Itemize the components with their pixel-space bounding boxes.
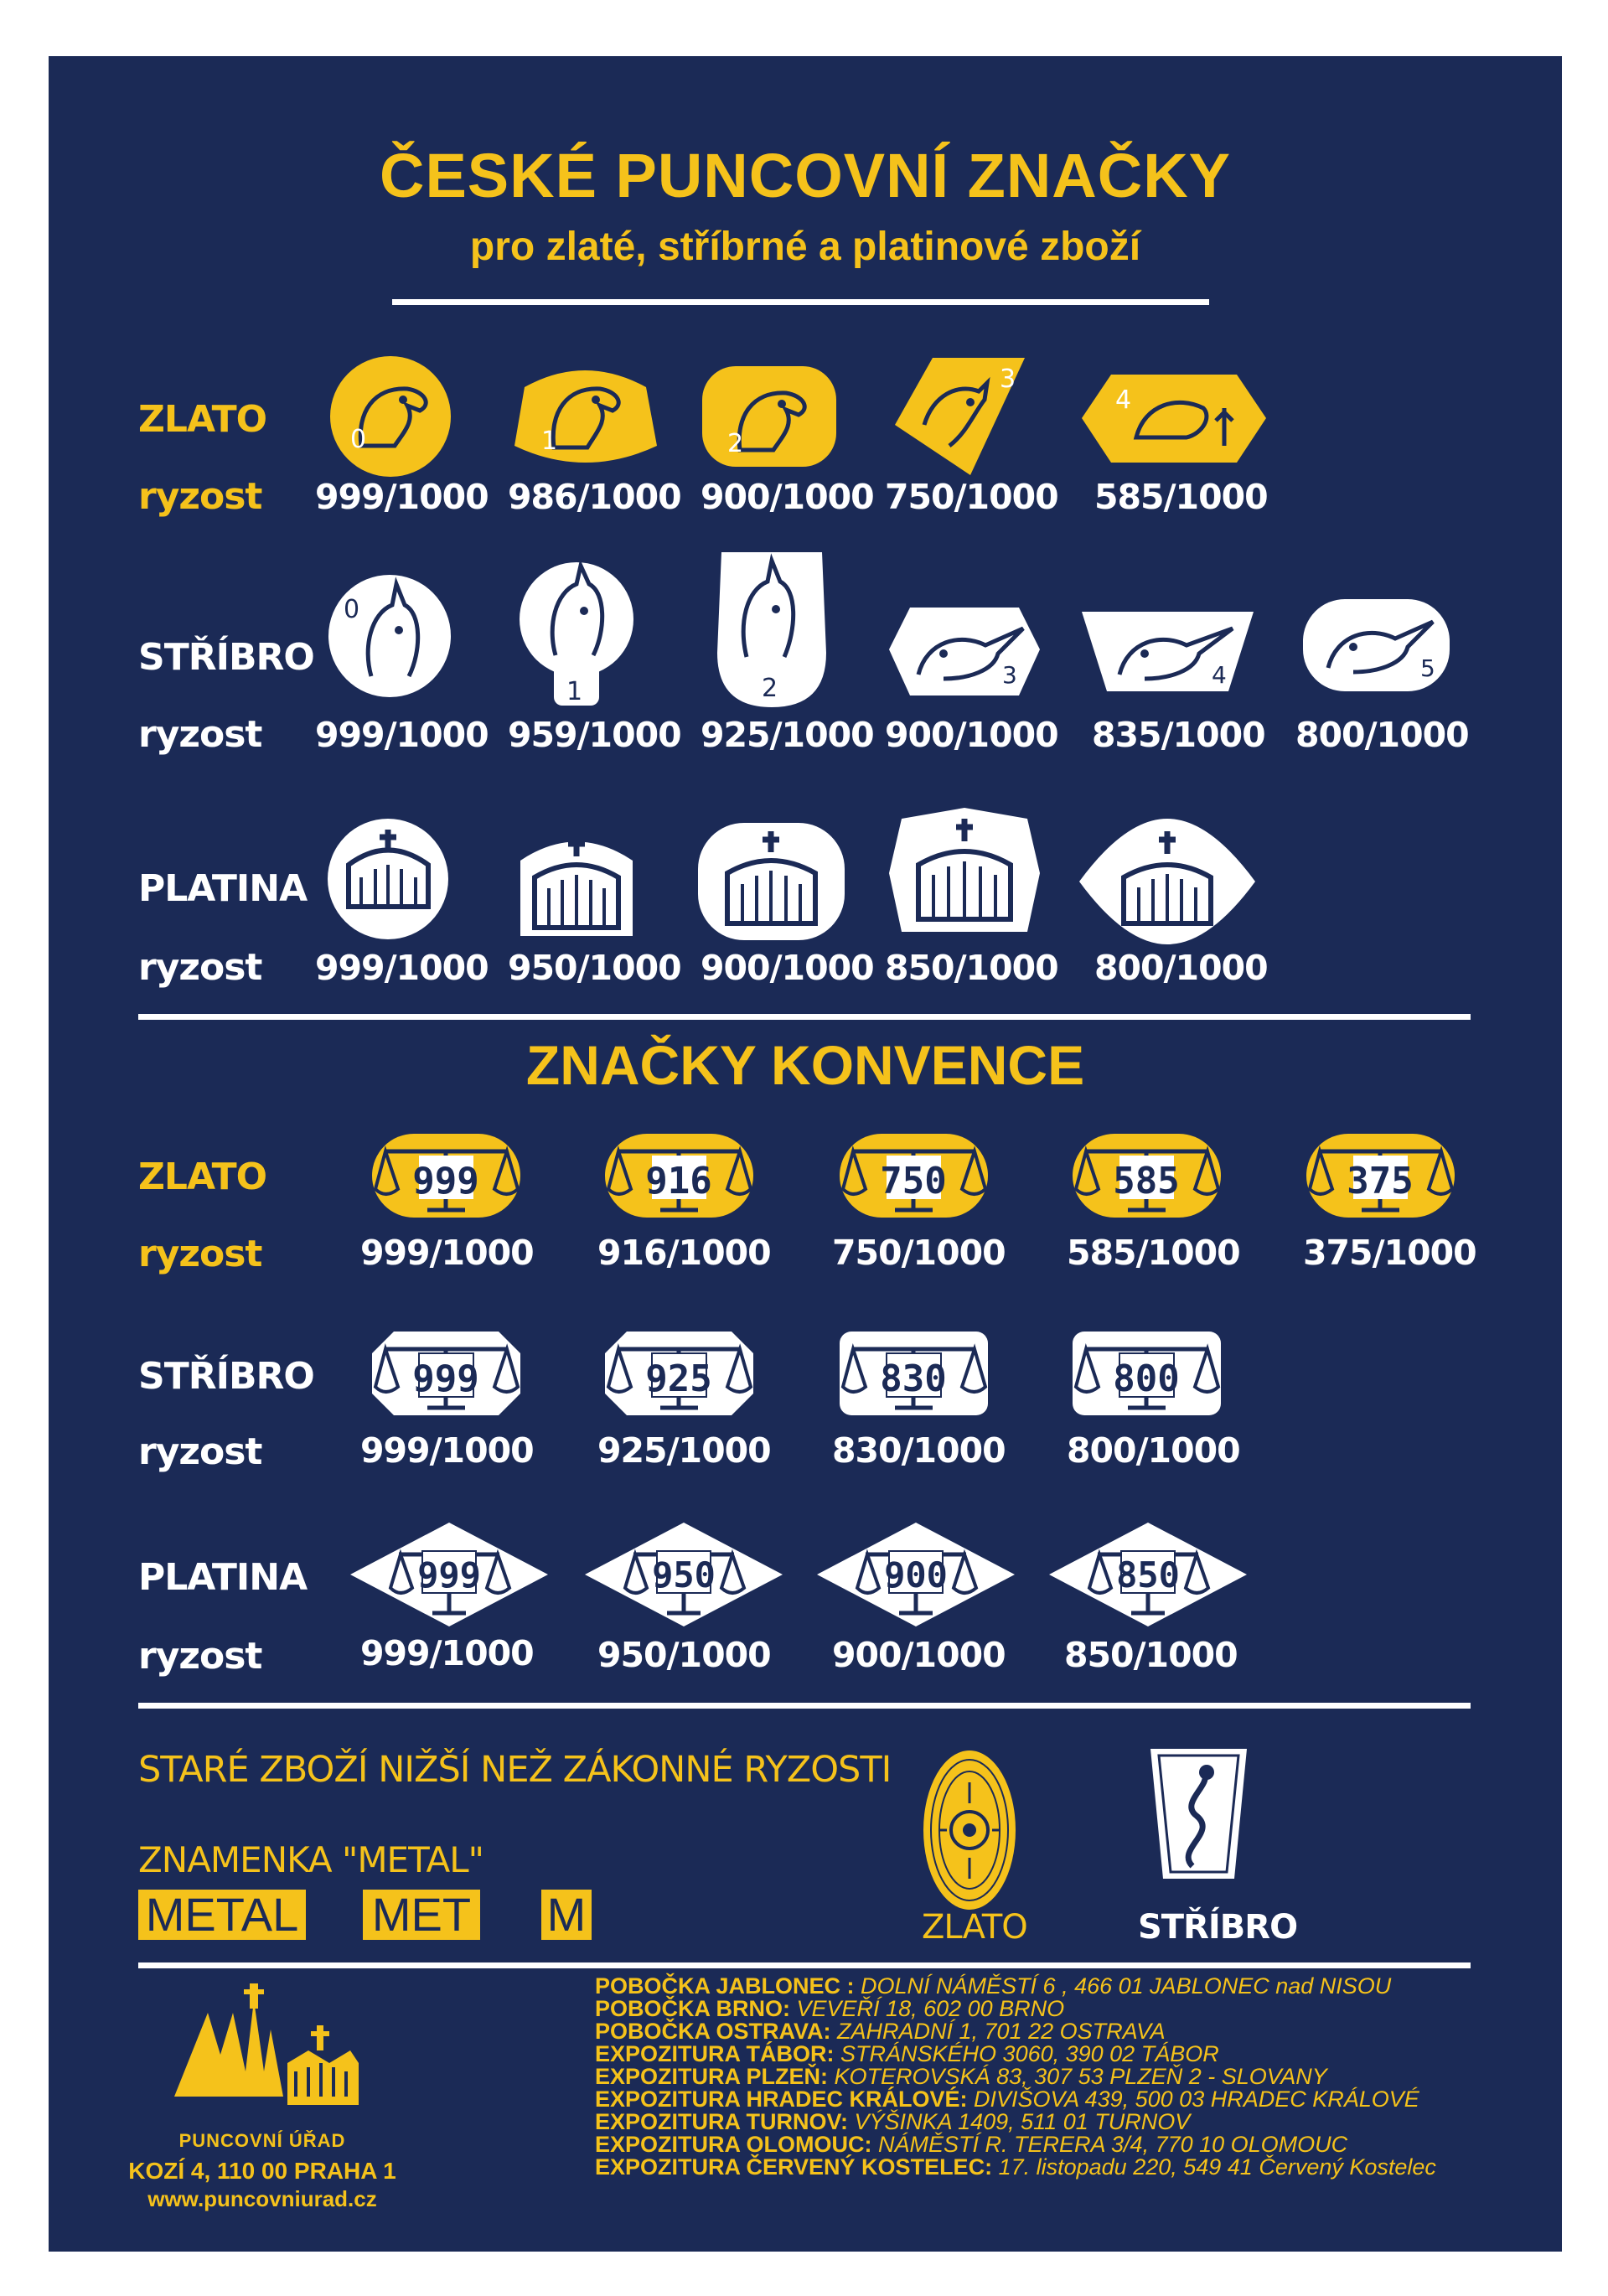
- conv-platinum-scale-mark-0: [349, 1521, 550, 1628]
- section-divider-3: [138, 1962, 1471, 1968]
- conv-platinum-fineness-3: 850/1000: [1064, 1635, 1238, 1675]
- svg-text:585: 585: [1113, 1160, 1180, 1202]
- header-divider: [392, 299, 1209, 305]
- svg-text:800: 800: [1113, 1357, 1180, 1400]
- conv-platinum-ryzost: ryzost: [138, 1635, 262, 1678]
- silver-hare-mark-3: [885, 599, 1044, 704]
- conv-silver-scale-mark-1: [602, 1328, 757, 1419]
- platinum-fineness-1: 950/1000: [508, 948, 681, 988]
- branch-row: EXPOZITURA PLZEŇ: KOTEROVSKÁ 83, 307 53 PLZEŇ 2 - SLOVANY: [595, 2064, 1327, 2089]
- silver-hare-mark-4: [1078, 599, 1258, 704]
- metal-mark-m: M: [541, 1890, 592, 1940]
- gold-fineness-3: 750/1000: [885, 477, 1058, 517]
- conv-silver-scale-mark-0: [369, 1328, 524, 1419]
- footer-address: KOZÍ 4, 110 00 PRAHA 1: [128, 2158, 396, 2184]
- gold-eagle-mark-2: [698, 358, 840, 475]
- assay-office-logo: [170, 1979, 363, 2130]
- svg-text:916: 916: [645, 1160, 712, 1202]
- platinum-crown-mark-2: [694, 819, 849, 944]
- conv-silver-fineness-2: 830/1000: [832, 1430, 1006, 1471]
- conv-silver-fineness-0: 999/1000: [360, 1430, 534, 1471]
- branch-list: [595, 1975, 1550, 2179]
- conv-gold-scale-mark-4: [1303, 1130, 1458, 1221]
- page-title: ČESKÉ PUNCOVNÍ ZNAČKY: [380, 141, 1231, 210]
- silver-fineness-5: 800/1000: [1295, 715, 1469, 755]
- silver-fineness-4: 835/1000: [1092, 715, 1265, 755]
- silver-ryzost: ryzost: [138, 713, 262, 756]
- branch-row: POBOČKA JABLONEC : DOLNÍ NÁMĚSTÍ 6 , 466 01 JABLONEC nad NISOU: [595, 1973, 1392, 1999]
- metal-heading: ZNAMENKA "METAL": [138, 1839, 483, 1880]
- conv-platinum-fineness-0: 999/1000: [360, 1633, 534, 1673]
- old-silver-mark: [1146, 1740, 1251, 1887]
- silver-goat-mark-0: [325, 571, 455, 701]
- section-divider-1: [138, 1014, 1471, 1020]
- conv-gold-fineness-4: 375/1000: [1303, 1233, 1476, 1273]
- branch-row: POBOČKA BRNO: VEVEŘÍ 18, 602 00 BRNO: [595, 1996, 1065, 2021]
- conv-silver-label: STŘÍBRO: [138, 1355, 314, 1398]
- svg-text:2: 2: [727, 429, 744, 458]
- old-silver-label: STŘÍBRO: [1138, 1908, 1298, 1947]
- platinum-fineness-2: 900/1000: [701, 948, 874, 988]
- gold-ryzost: ryzost: [138, 475, 262, 518]
- old-gold-label: ZLATO: [922, 1908, 1027, 1947]
- conv-platinum-scale-mark-3: [1047, 1521, 1249, 1628]
- conv-gold-fineness-3: 585/1000: [1067, 1233, 1240, 1273]
- conv-platinum-scale-mark-1: [583, 1521, 784, 1628]
- conv-silver-fineness-3: 800/1000: [1067, 1430, 1240, 1471]
- svg-text:1: 1: [566, 677, 583, 706]
- conv-silver-ryzost: ryzost: [138, 1430, 262, 1473]
- conv-platinum-scale-mark-2: [815, 1521, 1016, 1628]
- svg-text:0: 0: [350, 425, 367, 454]
- branch-row: EXPOZITURA OLOMOUC: NÁMĚSTÍ R. TERERA 3/4, 770 10 OLOMOUC: [595, 2132, 1348, 2157]
- gold-eagle-mark-1: [508, 354, 663, 479]
- svg-text:999: 999: [417, 1554, 481, 1595]
- svg-text:830: 830: [880, 1357, 947, 1400]
- conv-silver-scale-mark-3: [1069, 1328, 1224, 1419]
- svg-text:1: 1: [541, 427, 558, 456]
- gold-label: ZLATO: [138, 398, 266, 441]
- platinum-crown-mark-1: [514, 823, 639, 940]
- hallmark-poster: [49, 56, 1562, 2252]
- branch-row: EXPOZITURA TURNOV: VÝŠINKA 1409, 511 01 TURNOV: [595, 2109, 1191, 2134]
- gold-eagle-mark-0: [323, 354, 458, 479]
- gold-fineness-2: 900/1000: [701, 477, 874, 517]
- branch-row: POBOČKA OSTRAVA: ZAHRADNÍ 1, 701 22 OSTRAVA: [595, 2019, 1166, 2044]
- svg-text:4: 4: [1212, 661, 1227, 689]
- svg-text:3: 3: [1002, 661, 1017, 689]
- old-goods-heading: STARÉ ZBOŽÍ NIŽŠÍ NEŽ ZÁKONNÉ RYZOSTI: [138, 1749, 892, 1791]
- footer-org: PUNCOVNÍ ÚŘAD: [178, 2130, 346, 2151]
- svg-text:999: 999: [412, 1357, 479, 1400]
- platinum-label: PLATINA: [138, 867, 308, 910]
- conv-gold-scale-mark-2: [836, 1130, 991, 1221]
- silver-fineness-0: 999/1000: [315, 715, 489, 755]
- silver-fineness-2: 925/1000: [701, 715, 874, 755]
- silver-goat-mark-2: [709, 544, 835, 711]
- svg-text:900: 900: [884, 1554, 948, 1595]
- conv-gold-fineness-2: 750/1000: [832, 1233, 1006, 1273]
- conv-gold-ryzost: ryzost: [138, 1233, 262, 1275]
- platinum-crown-mark-4: [1075, 819, 1259, 944]
- metal-mark-metal: METAL: [138, 1890, 306, 1940]
- svg-text:5: 5: [1420, 654, 1435, 682]
- svg-text:0: 0: [344, 595, 360, 624]
- gold-duck-mark-4: [1078, 370, 1270, 467]
- old-gold-mark: [922, 1749, 1018, 1912]
- footer-web: www.puncovniurad.cz: [147, 2186, 377, 2211]
- conv-gold-scale-mark-1: [602, 1130, 757, 1221]
- svg-text:950: 950: [652, 1554, 716, 1595]
- conv-platinum-fineness-1: 950/1000: [597, 1635, 771, 1675]
- platinum-crown-mark-3: [885, 806, 1044, 944]
- page-subtitle: pro zlaté, stříbrné a platinové zboží: [469, 225, 1141, 269]
- svg-text:3: 3: [1000, 365, 1016, 394]
- conv-gold-scale-mark-3: [1069, 1130, 1224, 1221]
- platinum-crown-mark-0: [323, 814, 453, 944]
- metal-mark-met: MET: [363, 1890, 480, 1940]
- svg-text:850: 850: [1116, 1554, 1180, 1595]
- conv-platinum-fineness-2: 900/1000: [832, 1635, 1006, 1675]
- silver-fineness-3: 900/1000: [885, 715, 1058, 755]
- conv-platinum-label: PLATINA: [138, 1556, 308, 1599]
- svg-text:925: 925: [645, 1357, 712, 1400]
- gold-fineness-0: 999/1000: [315, 477, 489, 517]
- conv-gold-fineness-0: 999/1000: [360, 1233, 534, 1273]
- svg-text:375: 375: [1347, 1160, 1414, 1202]
- gold-fineness-1: 986/1000: [508, 477, 681, 517]
- gold-rooster-mark-3: [891, 354, 1033, 479]
- conv-silver-scale-mark-2: [836, 1328, 991, 1419]
- conv-gold-label: ZLATO: [138, 1156, 266, 1198]
- platinum-fineness-4: 800/1000: [1094, 948, 1268, 988]
- silver-hare-mark-5: [1299, 592, 1454, 697]
- silver-label: STŘÍBRO: [138, 636, 314, 679]
- platinum-fineness-0: 999/1000: [315, 948, 489, 988]
- branch-row: EXPOZITURA TÁBOR: STRÁNSKÉHO 3060, 390 02 TÁBOR: [595, 2041, 1219, 2066]
- conv-gold-fineness-1: 916/1000: [597, 1233, 771, 1273]
- platinum-fineness-3: 850/1000: [885, 948, 1058, 988]
- branch-row: EXPOZITURA HRADEC KRÁLOVÉ: DIVIŠOVA 439, 500 03 HRADEC KRÁLOVÉ: [595, 2087, 1419, 2112]
- convention-title: ZNAČKY KONVENCE: [525, 1034, 1085, 1096]
- conv-silver-fineness-1: 925/1000: [597, 1430, 771, 1471]
- branch-row: EXPOZITURA ČERVENÝ KOSTELEC: 17. listopadu 220, 549 41 Červený Kostelec: [595, 2154, 1436, 2180]
- svg-text:999: 999: [412, 1160, 479, 1202]
- gold-fineness-4: 585/1000: [1094, 477, 1268, 517]
- svg-text:4: 4: [1115, 385, 1132, 415]
- conv-gold-scale-mark-0: [369, 1130, 524, 1221]
- svg-text:750: 750: [880, 1160, 947, 1202]
- silver-goat-mark-1: [514, 559, 639, 710]
- platinum-ryzost: ryzost: [138, 946, 262, 989]
- silver-fineness-1: 959/1000: [508, 715, 681, 755]
- section-divider-2: [138, 1703, 1471, 1709]
- svg-text:2: 2: [762, 674, 778, 703]
